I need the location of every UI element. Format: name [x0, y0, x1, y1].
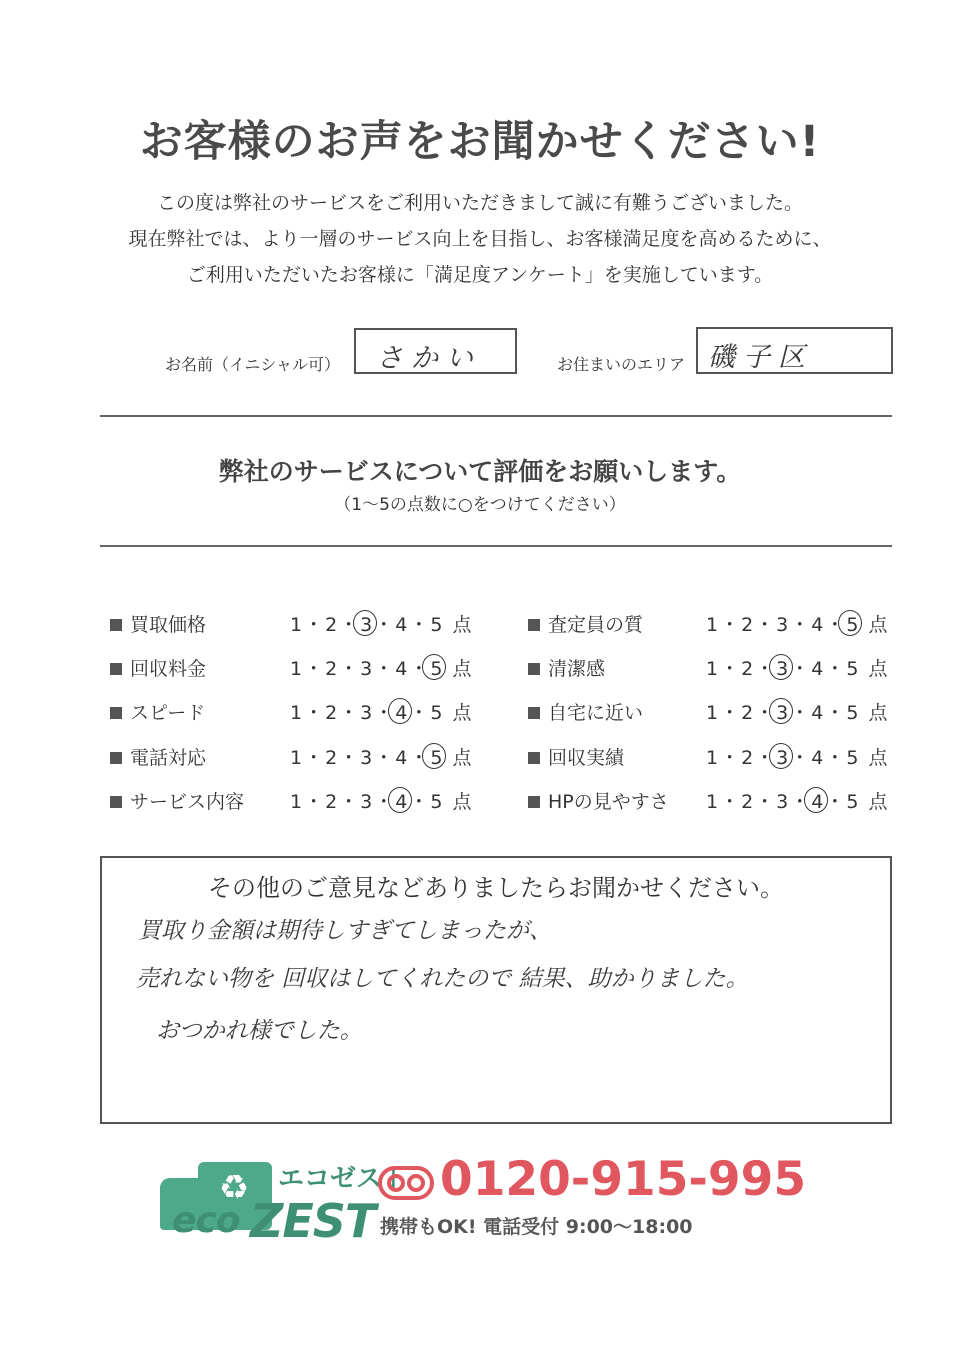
intro-line-1: この度は弊社のサービスをご利用いただきまして誠に有難うございました。 [156, 192, 803, 214]
rating-label: 自宅に近い [548, 702, 644, 724]
phone-number[interactable]: 0120-915-995 [440, 1152, 807, 1207]
selected-score-circle [353, 610, 377, 636]
comment-line-3: おつかれ様でした。 [156, 1018, 363, 1044]
selected-score-circle [769, 743, 793, 769]
rating-row [528, 743, 908, 773]
bullet-square-icon [528, 707, 540, 719]
rating-scale[interactable]: 1・2・3・4・5 点 [706, 702, 890, 724]
rating-label: スピード [130, 702, 206, 724]
comment-line-2: 売れない物を 回収はしてくれたので 結果、助かりました。 [136, 966, 749, 992]
rating-label: 電話対応 [130, 747, 207, 769]
name-field[interactable] [354, 328, 517, 374]
rating-scale[interactable]: 1・2・3・4・5 点 [290, 791, 474, 813]
brand-katakana: エコゼスト [278, 1164, 409, 1194]
bullet-square-icon [110, 707, 122, 719]
rating-row [110, 698, 490, 728]
intro-line-2: 現在弊社では、より一層のサービス向上を目指し、お客様満足度を高めるために、 [128, 228, 832, 250]
area-field-label: お住まいのエリア [557, 355, 686, 374]
bullet-square-icon [110, 752, 122, 764]
rating-row [110, 610, 490, 640]
business-hours: 携帯もOK! 電話受付 9:00～18:00 [380, 1216, 693, 1238]
rating-label: HPの見やすさ [548, 791, 669, 813]
rating-row [528, 787, 908, 817]
bullet-square-icon [110, 663, 122, 675]
bullet-square-icon [110, 796, 122, 808]
rating-row [528, 654, 908, 684]
intro-line-3: ご利用いただいたお客様に「満足度アンケート」を実施しています。 [186, 264, 774, 286]
divider-top [100, 415, 892, 417]
name-field-value: さかい [376, 343, 481, 374]
brand-eco: eco [172, 1200, 240, 1241]
comment-heading: その他のご意見などありましたらお聞かせください。 [208, 874, 784, 902]
brand-zest: ZEST [250, 1194, 376, 1248]
selected-score-circle [769, 654, 793, 680]
bullet-square-icon [528, 796, 540, 808]
rating-scale[interactable]: 1・2・3・4・5 点 [290, 702, 474, 724]
evaluation-subheading: （1～5の点数に○をつけてください） [334, 495, 626, 515]
rating-label: 査定員の質 [548, 614, 644, 636]
rating-label: 回収実績 [548, 747, 625, 769]
name-field-label: お名前（イニシャル可） [165, 355, 341, 374]
rating-row [528, 698, 908, 728]
selected-score-circle [388, 698, 412, 724]
recycle-icon: ♻ [218, 1168, 250, 1208]
rating-scale[interactable]: 1・2・3・4・5 点 [706, 614, 890, 636]
freedial-icon [378, 1166, 434, 1200]
evaluation-heading: 弊社のサービスについて評価をお願いします。 [218, 457, 742, 486]
bullet-square-icon [528, 619, 540, 631]
rating-row [110, 787, 490, 817]
selected-score-circle [422, 743, 446, 769]
comment-line-1: 買取り金額は期待しすぎてしまったが、 [138, 918, 552, 944]
rating-scale[interactable]: 1・2・3・4・5 点 [706, 747, 890, 769]
selected-score-circle [769, 698, 793, 724]
rating-label: サービス内容 [130, 791, 245, 813]
bullet-square-icon [528, 752, 540, 764]
bullet-square-icon [528, 663, 540, 675]
rating-scale[interactable]: 1・2・3・4・5 点 [290, 747, 474, 769]
rating-label: 回収料金 [130, 658, 207, 680]
selected-score-circle [388, 787, 412, 813]
selected-score-circle [422, 654, 446, 680]
rating-scale[interactable]: 1・2・3・4・5 点 [290, 658, 474, 680]
rating-row [110, 654, 490, 684]
rating-scale[interactable]: 1・2・3・4・5 点 [290, 614, 474, 636]
rating-row [110, 743, 490, 773]
rating-label: 清潔感 [548, 658, 606, 680]
rating-row [528, 610, 908, 640]
bullet-square-icon [110, 619, 122, 631]
selected-score-circle [838, 610, 862, 636]
divider-bottom [100, 545, 892, 547]
area-field-value: 磯子区 [708, 342, 813, 373]
rating-scale[interactable]: 1・2・3・4・5 点 [706, 791, 890, 813]
selected-score-circle [804, 787, 828, 813]
rating-label: 買取価格 [130, 614, 207, 636]
rating-scale[interactable]: 1・2・3・4・5 点 [706, 658, 890, 680]
area-field[interactable] [696, 327, 893, 374]
page-title: お客様のお声をお聞かせください! [139, 117, 821, 167]
